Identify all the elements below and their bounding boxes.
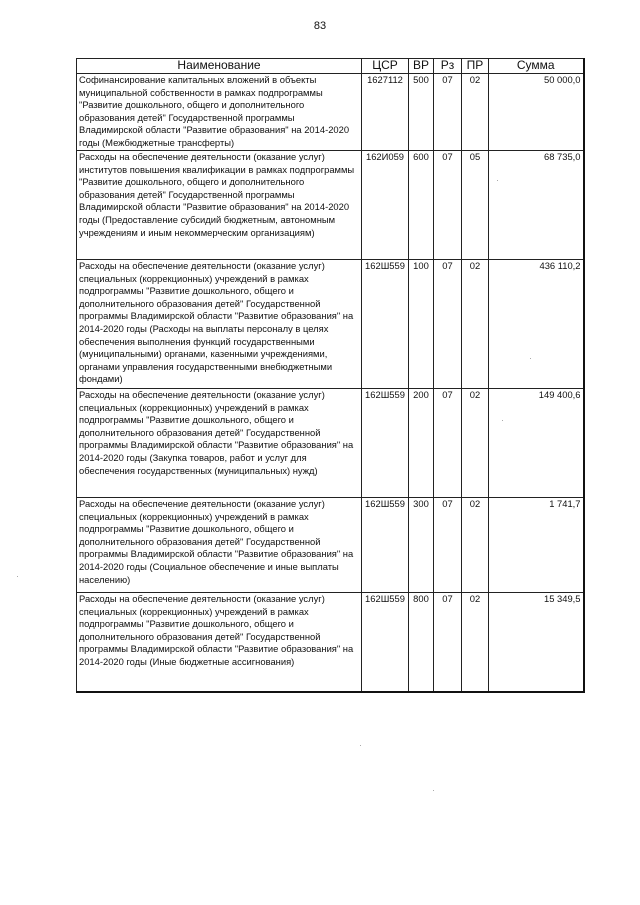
row-vr: 600 [409, 151, 434, 260]
row-csr: 162И059 [362, 151, 409, 260]
row-csr: 162Ш559 [362, 260, 409, 389]
table-row [77, 260, 584, 389]
page-number: 83 [313, 20, 327, 32]
table-row [77, 389, 584, 498]
row-sum: 436 110,2 [489, 260, 584, 389]
row-sum: 68 735,0 [489, 151, 584, 260]
scan-speck [17, 576, 18, 577]
row-sum: 149 400,6 [489, 389, 584, 498]
table-header-row [77, 59, 584, 74]
row-name: Расходы на обеспечение деятельности (оказание услуг) специальных (коррекционных) учреждений в рамках подпрограммы "Развитие дошкольного, общего и дополнительного образования детей" Государственной программы Владимирской области "Развитие образования" на 2014-2020 годы (Расходы на выплаты персоналу в целях обеспечения выполнения функций государственными (муниципальными) органами, казенными учреждениями, органами управления государственными внебюджетными фондами) [77, 260, 362, 389]
row-rz: 07 [434, 389, 462, 498]
table-row [77, 74, 584, 151]
row-csr: 162Ш559 [362, 389, 409, 498]
table-row [77, 151, 584, 260]
scan-speck [433, 790, 434, 791]
row-sum: 50 000,0 [489, 74, 584, 151]
row-pr: 02 [462, 593, 489, 693]
header-name: Наименование [77, 59, 362, 74]
row-rz: 07 [434, 74, 462, 151]
row-pr: 05 [462, 151, 489, 260]
scan-speck [497, 180, 498, 181]
scan-speck [530, 358, 531, 359]
row-name: Расходы на обеспечение деятельности (оказание услуг) специальных (коррекционных) учреждений в рамках подпрограммы "Развитие дошкольного, общего и дополнительного образования детей" Государственной программы Владимирской области "Развитие образования" на 2014-2020 годы (Закупка товаров, работ и услуг для обеспечения государственных (муниципальных) нужд) [77, 389, 362, 498]
row-pr: 02 [462, 498, 489, 593]
budget-table [76, 58, 585, 693]
table-row [77, 498, 584, 593]
row-csr: 1627112 [362, 74, 409, 151]
row-name: Софинансирование капитальных вложений в объекты муниципальной собственности в рамках подпрограммы "Развитие дошкольного, общего и дополнительного образования детей" Государственной программы Владимирской области "Развитие образования" на 2014-2020 годы (Межбюджетные трансферты) [77, 74, 362, 151]
row-name: Расходы на обеспечение деятельности (оказание услуг) институтов повышения квалификации в рамках подпрограммы "Развитие дошкольного, общего и дополнительного образования детей" Государственной программы Владимирской области "Развитие образования" на 2014-2020 годы (Предоставление субсидий бюджетным, автономным учреждениям и иным некоммерческим организациям) [77, 151, 362, 260]
row-sum: 15 349,5 [489, 593, 584, 693]
header-csr: ЦСР [362, 59, 409, 74]
scan-speck [360, 745, 361, 746]
row-rz: 07 [434, 151, 462, 260]
row-rz: 07 [434, 498, 462, 593]
row-name: Расходы на обеспечение деятельности (оказание услуг) специальных (коррекционных) учреждений в рамках подпрограммы "Развитие дошкольного, общего и дополнительного образования детей" Государственной программы Владимирской области "Развитие образования" на 2014-2020 годы (Иные бюджетные ассигнования) [77, 593, 362, 693]
row-name: Расходы на обеспечение деятельности (оказание услуг) специальных (коррекционных) учреждений в рамках подпрограммы "Развитие дошкольного, общего и дополнительного образования детей" Государственной программы Владимирской области "Развитие образования" на 2014-2020 годы (Социальное обеспечение и иные выплаты населению) [77, 498, 362, 593]
header-pr: ПР [462, 59, 489, 74]
header-vr: ВР [409, 59, 434, 74]
scan-speck [502, 420, 503, 421]
table-row [77, 593, 584, 693]
row-vr: 300 [409, 498, 434, 593]
row-vr: 800 [409, 593, 434, 693]
row-pr: 02 [462, 74, 489, 151]
header-sum: Сумма [489, 59, 584, 74]
row-rz: 07 [434, 260, 462, 389]
header-rz: Рз [434, 59, 462, 74]
row-vr: 100 [409, 260, 434, 389]
row-csr: 162Ш559 [362, 593, 409, 693]
row-vr: 500 [409, 74, 434, 151]
row-pr: 02 [462, 389, 489, 498]
row-csr: 162Ш559 [362, 498, 409, 593]
row-pr: 02 [462, 260, 489, 389]
row-rz: 07 [434, 593, 462, 693]
row-sum: 1 741,7 [489, 498, 584, 593]
row-vr: 200 [409, 389, 434, 498]
